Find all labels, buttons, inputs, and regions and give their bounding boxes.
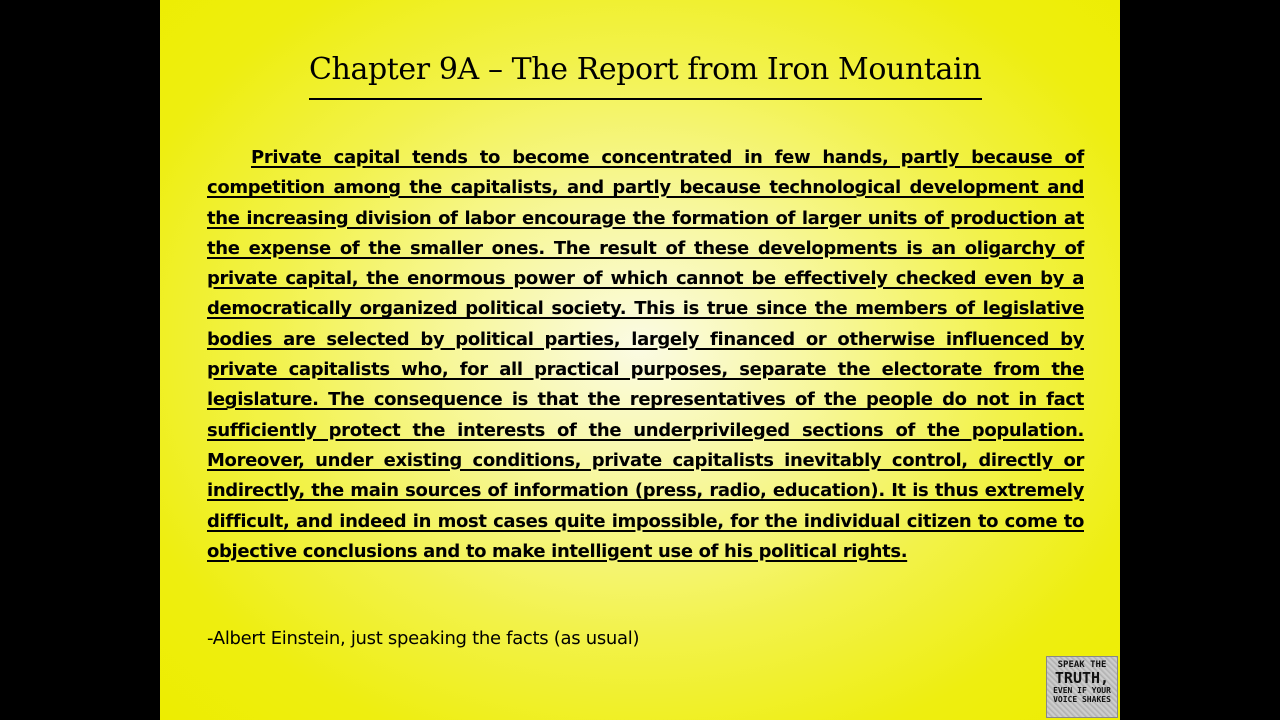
title-underline [309,52,982,100]
logo-line-4: VOICE SHAKES [1053,695,1111,704]
slide [160,0,1120,720]
logo-line-2: TRUTH, [1054,669,1110,687]
logo-line-1: SPEAK THE [1057,660,1107,670]
slide-title: Chapter 9A – The Report from Iron Mountain [309,52,982,87]
speak-the-truth-logo [1046,656,1118,718]
logo-line-3: EVEN IF YOUR [1053,686,1111,695]
quote-attribution: -Albert Einstein, just speaking the facts (as usual) [207,628,640,649]
quote-paragraph: Private capital tends to become concentrated in few hands, partly because of competition among the capitalists, and partly because technological development and the increasing division of labor encourage the formation of larger units of production at the expense of the smaller ones. The result of these developments is an oligarchy of private capital, the enormous power of which cannot be effectively checked even by a democratically organized political society. This is true since the members of legislative bodies are selected by political parties, largely financed or otherwise influenced by private capitalists who, for all practical purposes, separate the electorate from the legislature. The consequence is that the representatives of the people do not in fact sufficiently protect the interests of the underprivileged sections of the population. Moreover, under existing conditions, private capitalists inevitably control, directly or indirectly, the main sources of information (press, radio, education). It is thus extremely difficult, and indeed in most cases quite impossible, for the individual citizen to come to objective conclusions and to make intelligent use of his political rights. [207,147,1084,562]
